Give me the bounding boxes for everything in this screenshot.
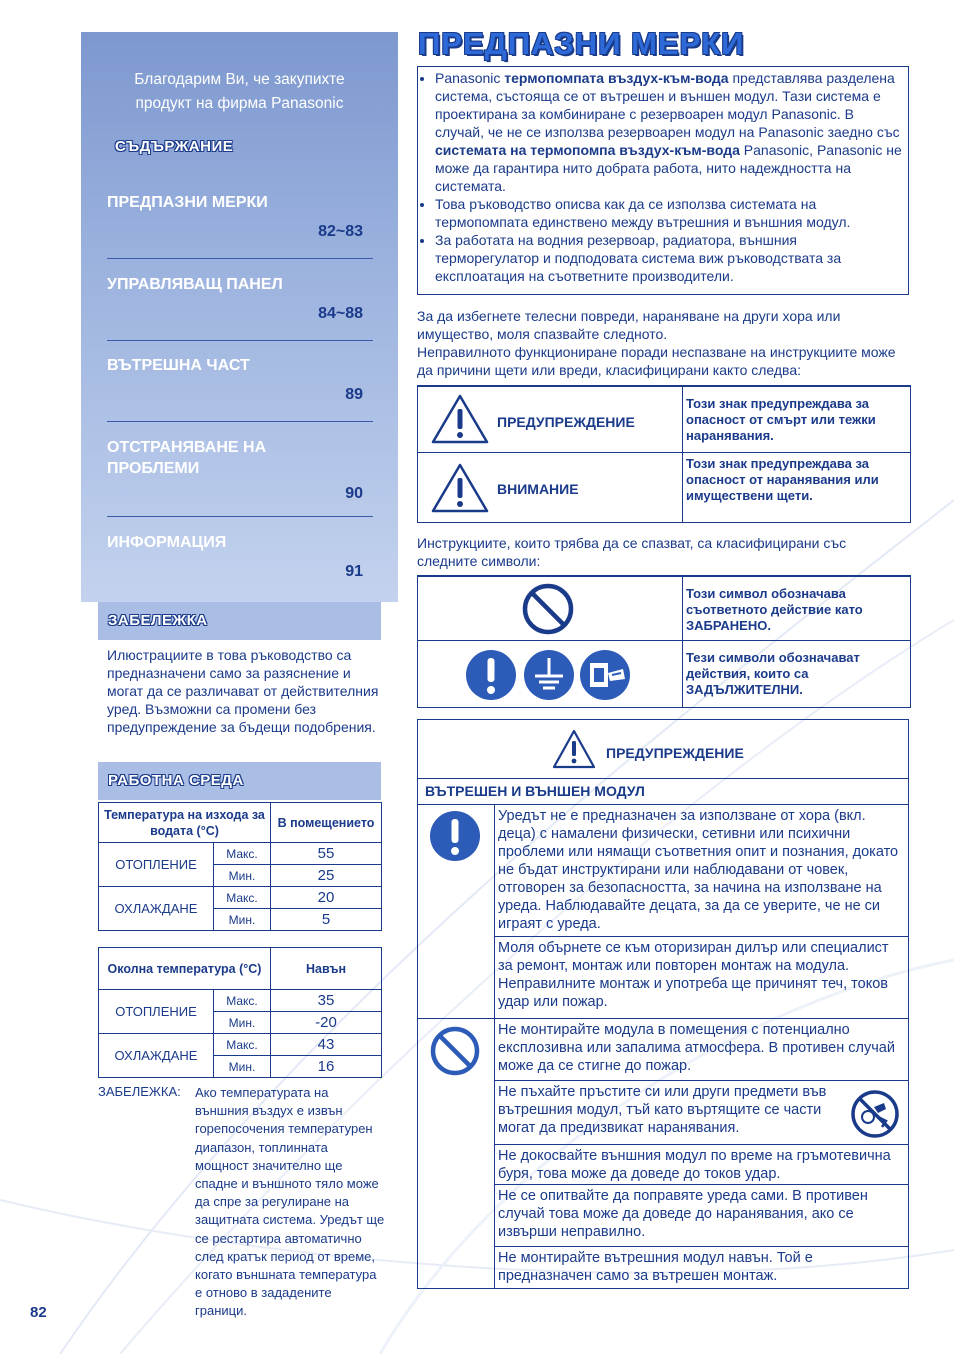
warning-triangle-icon [430, 393, 490, 445]
mandatory-icon [429, 810, 481, 862]
table-row: Този символ обозначава съответното действие като ЗАБРАНЕНО. [418, 576, 910, 641]
list-item: • Panasonic термопомпата въздух-към-вода представлява разделена система, състояща се от вътрешен и външен модул. Тази система е проектирана за комбиниране с резервоарен модул Panasonic. В случай, че не се използва резервоарен модул на Panasonic заедно със системата на термопомпа въздух-към-вода Panasonic, Panasonic не може да гарантира нито добрата работа, нито надеждността на системата. [435, 69, 902, 195]
toc-divider [107, 421, 373, 422]
table-row: Тези символи обозначават действия, които са ЗАДЪЛЖИТЕЛНИ. [418, 640, 910, 709]
table-divider [418, 1018, 495, 1019]
table-row: ВНИМАНИЕ Този знак предупреждава за опасност от наранявания или имуществени щети. [418, 452, 910, 523]
toc-item-information[interactable]: ИНФОРМАЦИЯ 91 [107, 534, 363, 580]
warning-item: Не монтирайте модула в помещения с потенциално експлозивна или запалима атмосфера. В противен случай може да се стигне до пожар. [495, 1018, 908, 1080]
footnote-label: ЗАБЕЛЕЖКА: [98, 1084, 181, 1099]
sidebar [81, 32, 398, 602]
toc-title: СЪДЪРЖАНИЕ [115, 138, 234, 155]
toc-page: 84~88 [318, 305, 363, 322]
environment-header: РАБОТНА СРЕДА [98, 762, 381, 800]
warning-header: ПРЕДУПРЕЖДЕНИЕ [418, 720, 908, 779]
thanks-text: Благодарим Ви, че закупихте продукт на фирма Panasonic [134, 71, 345, 112]
toc-page: 82~83 [318, 223, 363, 240]
warning-item: Моля обърнете се към оторизиран дилър или специалист за ремонт, монтаж или повторен монтаж на модула. Неправилните монтаж и употреба ще причинят теч, токов удар или пожар. [495, 936, 908, 1018]
warning-item: Не пъхайте пръстите си или други предмети във вътрешния модул, тъй като въртящите се части могат да предизвикат наранявания. [495, 1080, 908, 1144]
table-row: ПРЕДУПРЕЖДЕНИЕ Този знак предупреждава за опасност от смърт или тежки наранявания. [418, 386, 910, 453]
warning-box [417, 719, 909, 1289]
warning-item: Не монтирайте вътрешния модул навън. Той е предназначен само за вътрешен монтаж. [495, 1246, 908, 1288]
warning-triangle-icon [551, 728, 597, 770]
classification-paragraph: Неправилното функциониране поради неспазване на инструкциите може да причини щети или вреди, класифицирани както следва: [417, 344, 896, 378]
footnote-text: Ако температурата на външния въздух е извън горепосочения температурен диапазон, топлинната мощност значително ще спадне и външното тяло може да спре за регулиране на защитната система. Уредът ще се рестартира автоматично след кратък период от време, когато външната температура е отново в зададените граници. [195, 1085, 385, 1319]
symbols-paragraph: Инструкциите, които трябва да се спазват, са класифицирани със следните символи: [417, 535, 847, 569]
toc-divider [107, 516, 373, 517]
symbol-classification-table [417, 575, 911, 708]
toc-item-control-panel[interactable]: УПРАВЛЯВАЩ ПАНЕЛ 84~88 [107, 276, 363, 322]
mandatory-icon [465, 649, 517, 701]
hazard-classification-table [417, 385, 911, 523]
warning-subheader: ВЪТРЕШЕН И ВЪНШЕН МОДУЛ [418, 779, 908, 805]
warning-item: Не докосвайте външния модул по време на гръмотевична буря, това може да доведе до токов удар. [495, 1144, 908, 1184]
toc-item-precautions[interactable]: ПРЕДПАЗНИ МЕРКИ 82~83 [107, 194, 363, 240]
toc-page: 89 [345, 386, 363, 403]
prohibited-icon [521, 582, 575, 636]
ground-icon [523, 649, 575, 701]
water-temp-table: Температура на изхода за водата (°C) В помещението ОТОПЛЕНИЕ Макс. 55 Мин. 25 ОХЛАЖДАНЕ Макс. 20 Мин. 5 [98, 802, 382, 931]
intro-paragraph: За да избегнете телесни повреди, нараняване на други хора или имущество, моля спазвайте следното. [417, 308, 841, 342]
unplug-icon [579, 649, 631, 701]
prohibited-icon [429, 1025, 481, 1077]
list-item: • Това ръководство описва как да се използва системата на термопомпата единствено между вътрешния и външния модул. [435, 195, 902, 231]
warning-item: Не се опитвайте да поправяте уреда сами. В противен случай това може да доведе до наранявания, ако се извърши неправилно. [495, 1184, 908, 1246]
note-text: Илюстрациите в това ръководство са предназначени само за разяснение и могат да се различават от действителния уред. Възможни са промени без предупреждение за бъдещи подобрения. [107, 647, 379, 735]
toc-item-troubleshooting[interactable]: ОТСТРАНЯВАНЕ НА ПРОБЛЕМИ 90 [107, 439, 363, 502]
intro-list [418, 67, 908, 285]
warning-triangle-icon [430, 462, 490, 514]
toc-page: 91 [345, 563, 363, 580]
toc-divider [107, 258, 373, 259]
note-header: ЗАБЕЛЕЖКА [98, 602, 381, 640]
page-title: ПРЕДПАЗНИ МЕРКИ [418, 26, 745, 61]
list-item: • За работата на водния резервоар, радиатора, външния терморегулатор и подподовата система виж ръководствата за експлоатация на съответните производители. [435, 231, 902, 285]
intro-box [417, 66, 909, 295]
toc-item-indoor-unit[interactable]: ВЪТРЕШНА ЧАСТ 89 [107, 357, 363, 403]
no-fingers-in-fan-icon [850, 1089, 900, 1139]
page-number: 82 [30, 1304, 47, 1321]
toc-page: 90 [345, 485, 363, 502]
toc-divider [107, 340, 373, 341]
ambient-temp-table: Околна температура (°C) Навън ОТОПЛЕНИЕ Макс. 35 Мин. -20 ОХЛАЖДАНЕ Макс. 43 Мин. 16 [98, 947, 382, 1078]
warning-item: Уредът не е предназначен за използване от хора (вкл. деца) с намалени физически, сетивни или психични проблеми или нямащи съответния опит и познания, докато не бъдат инструктирани или наблюдавани от човек, отговорен за безопасността, за начина на използване на уреда. Наблюдавайте децата, за да се уверите, че не си играят с уреда. [498, 808, 899, 932]
